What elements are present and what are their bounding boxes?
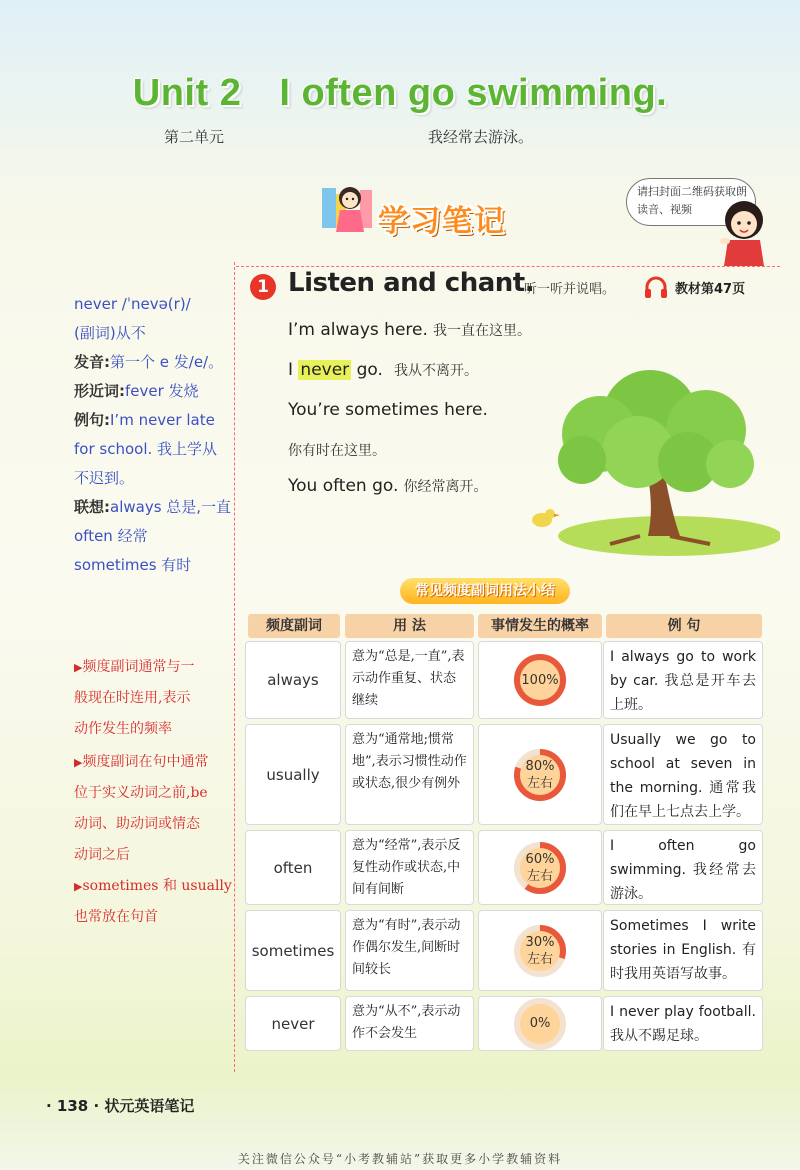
ring-label (512, 840, 568, 896)
tip-line: 频度副词通常与一 (82, 659, 195, 675)
title-cn: 我经常去游泳。 (428, 128, 534, 146)
section-title: Listen and chant. (288, 268, 535, 298)
example-en: I often go swimming. (610, 838, 756, 878)
table-cell-word: often (245, 830, 341, 905)
probability-approx: 左右 (526, 775, 553, 791)
chant-line-1 (288, 320, 531, 340)
vocab-word: never /ˈnevə(r)/ (74, 295, 191, 313)
tip-line: 动作发生的频率 (74, 721, 172, 737)
headphones-icon[interactable] (643, 275, 669, 299)
grammar-tip-3 (74, 871, 236, 933)
ring-wrapper (512, 652, 568, 708)
tip-line: 频度副词在句中通常 (82, 754, 209, 770)
example-en: Usually we go to school at seven in the morning. (610, 732, 756, 796)
probability-value: 100% (521, 672, 559, 688)
section-title-cn: 听一听并说唱。 (524, 282, 616, 297)
grammar-tip-2 (74, 747, 236, 871)
assoc-text1: always 总是,一直 (110, 498, 232, 516)
table-cell-example (603, 830, 763, 905)
table-cell-word: sometimes (245, 910, 341, 991)
summary-title: 常见频度副词用法小结 (400, 578, 570, 604)
unit-prefix: Unit 2 (132, 72, 242, 114)
probability-approx: 左右 (526, 868, 553, 884)
header-divider (236, 266, 780, 267)
table-cell-word: never (245, 996, 341, 1051)
probability-approx: 左右 (526, 951, 553, 967)
table-cell-word: always (245, 641, 341, 719)
table-cell-example (603, 724, 763, 825)
table-cell-usage: 意为“从不”,表示动作不会发生 (345, 996, 474, 1051)
chant-cn: 我一直在这里。 (432, 323, 531, 339)
page-number: · 138 · 状元英语笔记 (46, 1097, 195, 1115)
table-cell-usage: 意为“通常地;惯常地”,表示习惯性动作或状态,很少有例外 (345, 724, 474, 825)
tip-arrow-icon: ▶ (74, 880, 83, 893)
tip-arrow-icon: ▶ (74, 756, 83, 769)
example-cn: 我从不踢足球。 (610, 1028, 708, 1044)
example-line3: 不迟到。 (74, 469, 135, 487)
chant-en-pre: I (288, 360, 299, 380)
tip-line: 位于实义动词之前,be (74, 785, 208, 801)
speech-bubble: 请扫封面二维码获取朗读音、视频 (626, 178, 756, 226)
ring-wrapper (512, 840, 568, 896)
grammar-tip-1 (74, 652, 236, 745)
example-cn: 我总是开车去上班。 (610, 673, 756, 713)
table-cell-word: usually (245, 724, 341, 825)
table-cell-probability (478, 724, 602, 825)
table-cell-usage: 意为“经常”,表示反复性动作或状态,中间有间断 (345, 830, 474, 905)
tip-arrow-icon: ▶ (74, 661, 83, 674)
chant-line-3-cn: 你有时在这里。 (288, 443, 386, 459)
chant-en: I’m always here. (288, 320, 428, 340)
example-en: I never play football. (610, 1004, 756, 1020)
table-cell-probability (478, 641, 602, 719)
chant-en: You often go. (288, 476, 399, 496)
table-cell-example (603, 641, 763, 719)
example-cn: 我经常去游泳。 (610, 862, 757, 902)
probability-value: 80% (525, 758, 555, 774)
unit-title (0, 72, 800, 115)
chant-en-post: go. (351, 360, 383, 380)
ring-label (512, 652, 568, 708)
table-cell-usage: 意为“总是,一直”,表示动作重复、状态继续 (345, 641, 474, 719)
col-header: 例 句 (606, 614, 762, 638)
unit-title-text: I often go swimming. (279, 72, 668, 114)
probability-value: 0% (529, 1016, 551, 1031)
similar-label: 形近词: (74, 382, 125, 400)
assoc-label: 联想: (74, 498, 110, 516)
chant-cn: 我从不离开。 (393, 363, 478, 379)
student-girl-icon (318, 180, 378, 236)
tree-illustration (520, 368, 780, 564)
ring-wrapper (512, 996, 568, 1052)
section-number: 1 (250, 274, 276, 300)
table-cell-example (603, 996, 763, 1051)
chant-cn: 你经常离开。 (403, 479, 488, 495)
chant-line-2 (288, 360, 478, 380)
table-cell-probability (478, 996, 602, 1051)
chant-line-3-en: You’re sometimes here. (288, 400, 488, 420)
tip-line: 也常放在句首 (74, 909, 158, 925)
table-cell-example (603, 910, 763, 991)
col-header: 用 法 (345, 614, 474, 638)
assoc-text3: sometimes 有时 (74, 556, 192, 574)
watermark: 关注微信公众号“小考教辅站”获取更多小学教辅资料 (237, 1152, 563, 1166)
example-cn: 有时我用英语写故事。 (610, 942, 756, 982)
ring-label (512, 996, 568, 1052)
tip-line: 动词之后 (74, 847, 130, 863)
chant-line-4 (288, 476, 488, 496)
unit-cn: 第二单元 (164, 128, 225, 146)
example-en: Sometimes I write stories in English. (610, 918, 756, 958)
tip-line: 动词、助动词或情态 (74, 816, 200, 832)
ring-label (512, 747, 568, 803)
example-label: 例句: (74, 411, 110, 429)
table-cell-usage: 意为“有时”,表示动作偶尔发生,间断时间较长 (345, 910, 474, 991)
assoc-text2: often 经常 (74, 527, 148, 545)
probability-value: 30% (525, 934, 555, 950)
vocab-pos: (副词)从不 (74, 324, 146, 342)
col-header: 事情发生的概率 (478, 614, 602, 638)
textbook-page-ref: 教材第47页 (675, 282, 746, 297)
tip-line: 般现在时连用,表示 (74, 690, 191, 706)
teacher-girl-icon (716, 196, 772, 266)
example-cn: 通常我们在早上七点去上学。 (610, 780, 756, 820)
table-cell-probability (478, 910, 602, 991)
tip-line: sometimes 和 usually (82, 878, 232, 894)
ring-wrapper (512, 747, 568, 803)
example-line2: for school. 我上学从 (74, 440, 218, 458)
col-header: 频度副词 (248, 614, 340, 638)
similar-text: fever 发烧 (125, 382, 199, 400)
pron-label: 发音: (74, 353, 110, 371)
probability-value: 60% (525, 851, 555, 867)
example-line1: I’m never late (110, 411, 215, 429)
vocab-note (74, 290, 234, 580)
ring-wrapper (512, 923, 568, 979)
notes-title: 学习笔记 (378, 204, 506, 239)
table-cell-probability (478, 830, 602, 905)
pron-text: 第一个 e 发/e/。 (110, 353, 224, 371)
example-en: I always go to work by car. (610, 649, 756, 689)
highlight-never: never (300, 360, 350, 380)
ring-label (512, 923, 568, 979)
